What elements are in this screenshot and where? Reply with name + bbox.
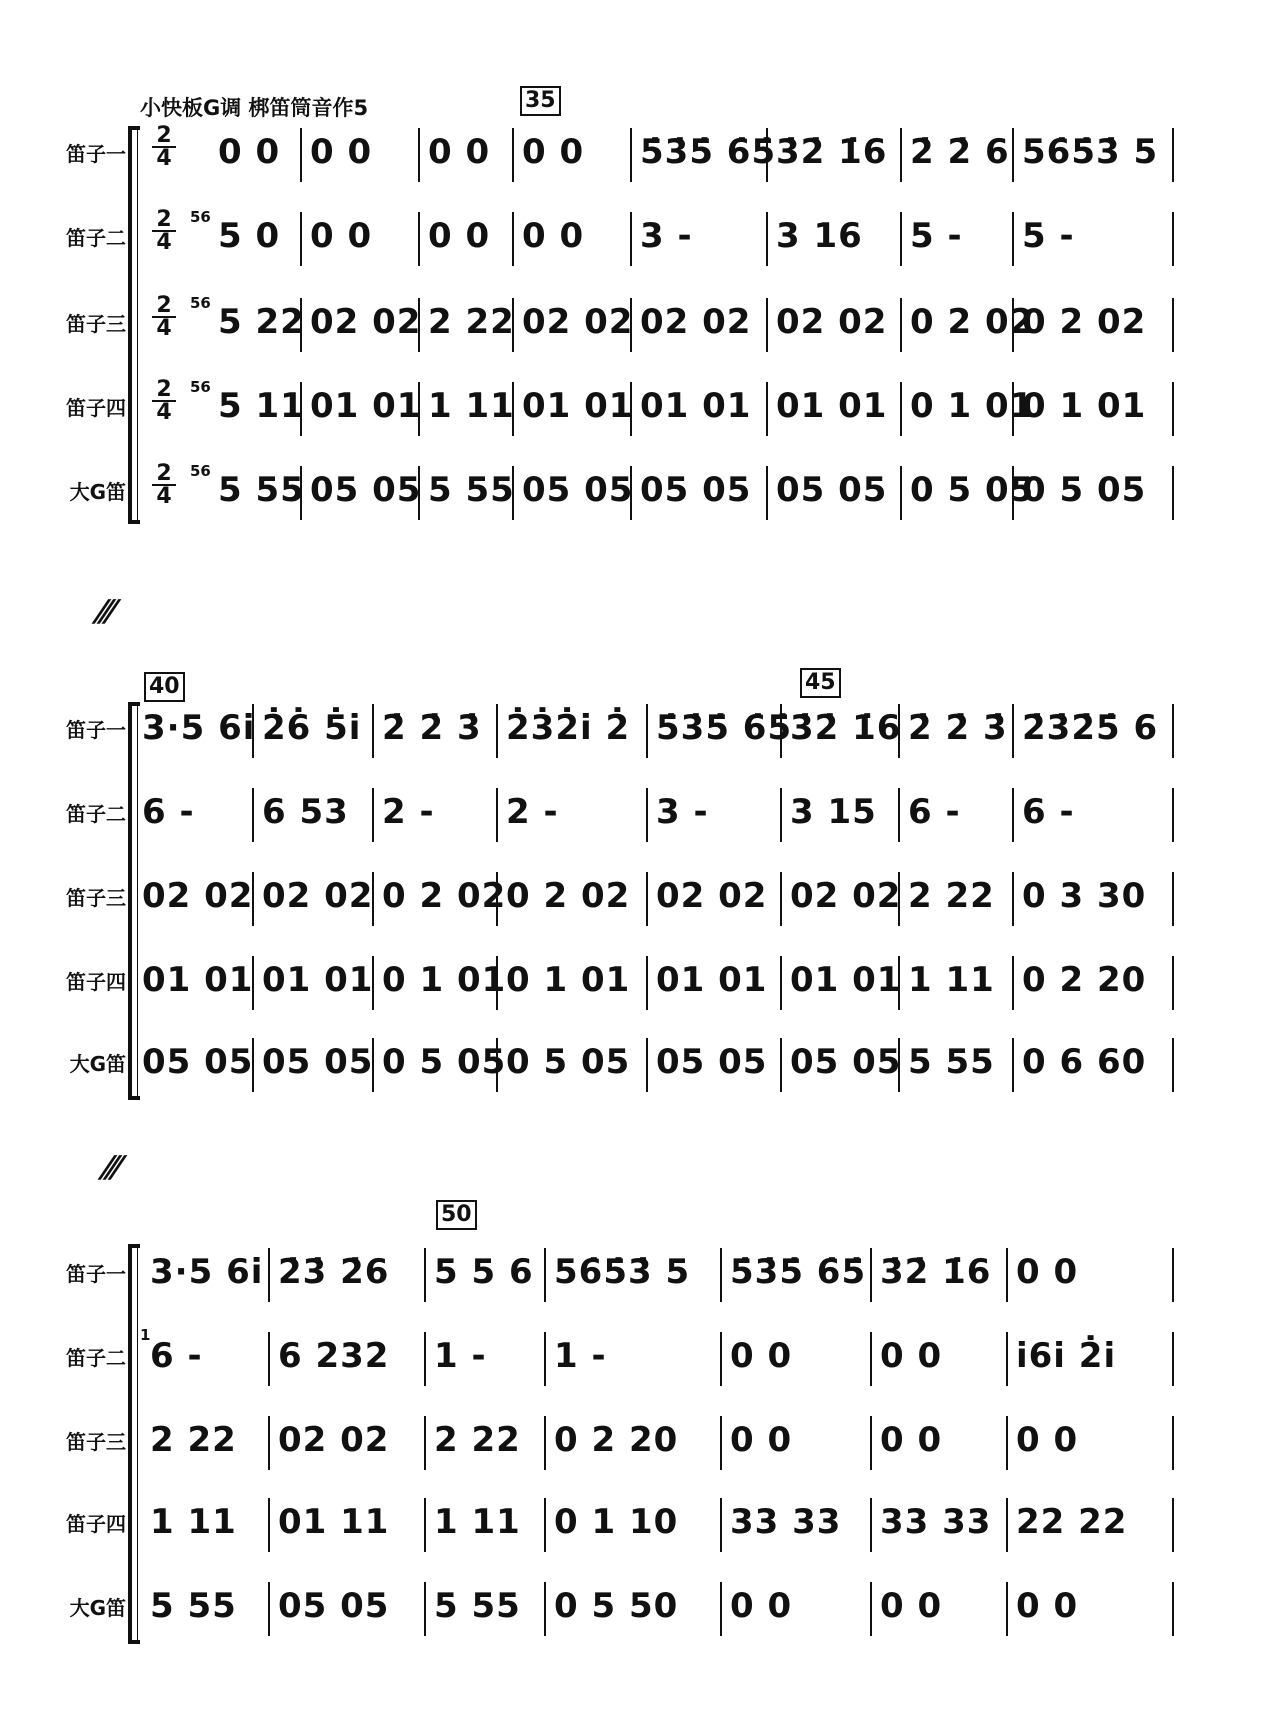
- measure: 3 16: [776, 216, 863, 256]
- measure: 5 55: [218, 470, 305, 510]
- measure: 5 55: [428, 470, 515, 510]
- measure: 0 0: [1016, 1252, 1079, 1292]
- bar-line: [424, 1332, 426, 1386]
- measure: 5 5 6: [434, 1252, 534, 1292]
- bar-line: [424, 1416, 426, 1470]
- instrument-label: 笛子二: [66, 1346, 126, 1370]
- measure: 0 0: [522, 216, 585, 256]
- measure: 2 22: [908, 876, 995, 916]
- bar-line: [424, 1248, 426, 1302]
- measure: 02 02: [262, 876, 374, 916]
- bar-line: [1172, 1332, 1174, 1386]
- rehearsal-mark-40: 40: [144, 672, 185, 702]
- time-signature-top: 2: [156, 123, 172, 148]
- measure: 6 -: [1022, 792, 1075, 832]
- measure: 02 02: [310, 302, 422, 342]
- measure: 5 -: [910, 216, 963, 256]
- measure: 1 -: [554, 1336, 607, 1376]
- measure: 0 0: [522, 132, 585, 172]
- time-signature-bottom: 4: [156, 316, 172, 341]
- measure: 0 2 20: [554, 1420, 679, 1460]
- measure: 01 01: [262, 960, 374, 1000]
- measure: 01 01: [142, 960, 254, 1000]
- measure: 02 02: [278, 1420, 390, 1460]
- measure: 2 22: [434, 1420, 521, 1460]
- measure: 0 0: [1016, 1420, 1079, 1460]
- instrument-label: 笛子三: [66, 1430, 126, 1454]
- measure: 2 -: [382, 792, 435, 832]
- time-signature-bottom: 4: [156, 400, 172, 425]
- grace-notes: 56: [190, 378, 211, 396]
- instrument-label: 大G笛: [69, 480, 126, 504]
- rehearsal-mark-45: 45: [800, 668, 841, 698]
- bar-line: [870, 1498, 872, 1552]
- measure: 0 0: [218, 132, 281, 172]
- instrument-label: 笛子一: [66, 718, 126, 742]
- bar-line: [544, 1498, 546, 1552]
- rehearsal-mark-35: 35: [520, 86, 561, 116]
- bar-line: [268, 1582, 270, 1636]
- measure: 2̇ 2̇ 3̇: [382, 708, 482, 748]
- measure: 01 01: [522, 386, 634, 426]
- measure: 0 5 05: [506, 1042, 631, 1082]
- measure: 02 02: [640, 302, 752, 342]
- bar-line: [268, 1498, 270, 1552]
- measure: 1 -: [434, 1336, 487, 1376]
- measure: 6 53: [262, 792, 349, 832]
- time-signature-bottom: 4: [156, 484, 172, 509]
- measure: 0 0: [730, 1336, 793, 1376]
- bar-line: [544, 1332, 546, 1386]
- measure: 3·5 6i: [150, 1252, 264, 1292]
- measure: 2̇ 2̇ 3̇: [908, 708, 1008, 748]
- measure: 0 0: [1016, 1586, 1079, 1626]
- bar-line: [544, 1248, 546, 1302]
- measure: 2̇3̇ 2̇6: [278, 1252, 390, 1292]
- measure: 1 11: [150, 1502, 237, 1542]
- bar-line: [1172, 1416, 1174, 1470]
- rehearsal-mark-50: 50: [436, 1200, 477, 1230]
- time-signature-top: 2: [156, 207, 172, 232]
- measure: 0 5 05: [1022, 470, 1147, 510]
- measure: 02 02: [656, 876, 768, 916]
- system-break-mark: ///: [95, 1150, 124, 1185]
- measure: 3̇2̇ 1̇6: [880, 1252, 992, 1292]
- measure: 05 05: [522, 470, 634, 510]
- measure: 2̇ 2̇ 6: [910, 132, 1010, 172]
- measure: 3 -: [640, 216, 693, 256]
- measure: 33 33: [730, 1502, 842, 1542]
- measure: 02 02: [142, 876, 254, 916]
- instrument-label: 笛子四: [66, 970, 126, 994]
- measure: 5 55: [908, 1042, 995, 1082]
- measure: 0 1 01: [1022, 386, 1147, 426]
- measure: 2̇3̇2̇i 2̇: [506, 708, 631, 748]
- measure: 1 11: [434, 1502, 521, 1542]
- measure: 5 55: [150, 1586, 237, 1626]
- instrument-label: 笛子三: [66, 312, 126, 336]
- measure: 05 05: [310, 470, 422, 510]
- measure: 0 0: [428, 132, 491, 172]
- grace-notes: 56: [190, 294, 211, 312]
- measure: 0 2 02: [506, 876, 631, 916]
- measure: 5 55: [434, 1586, 521, 1626]
- measure: 5 11: [218, 386, 305, 426]
- measure: 56̇5̇3̇ 5: [554, 1252, 691, 1292]
- measure: 5̇3̇5̇ 6̇5̇: [730, 1252, 867, 1292]
- measure: 6 232: [278, 1336, 390, 1376]
- measure: 0 5 05: [910, 470, 1035, 510]
- measure: 02 02: [790, 876, 902, 916]
- bar-line: [1006, 1416, 1008, 1470]
- system-bracket-inner: [137, 1248, 138, 1640]
- bar-line: [1172, 1248, 1174, 1302]
- measure: 0 2 02: [382, 876, 507, 916]
- measure: 0 5 50: [554, 1586, 679, 1626]
- measure: 0 0: [880, 1336, 943, 1376]
- time-signature-top: 2: [156, 461, 172, 486]
- bar-line: [544, 1416, 546, 1470]
- measure: 0 0: [880, 1586, 943, 1626]
- measure: 1 11: [908, 960, 995, 1000]
- grace-notes: 56: [190, 462, 211, 480]
- measure: 2̇6̇ 5̇i: [262, 708, 362, 748]
- measure: 0 2 02: [910, 302, 1035, 342]
- measure: 05 05: [656, 1042, 768, 1082]
- time-signature-bottom: 4: [156, 230, 172, 255]
- bar-line: [720, 1248, 722, 1302]
- measure: 56̇5̇3̇ 5: [1022, 132, 1159, 172]
- bar-line: [720, 1498, 722, 1552]
- bar-line: [870, 1416, 872, 1470]
- tempo-key-marking: 小快板G调 梆笛筒音作5: [140, 96, 369, 120]
- measure: 3̇2̇ 1̇6: [790, 708, 902, 748]
- measure: 6 -: [150, 1336, 203, 1376]
- measure: 0 0: [310, 216, 373, 256]
- measure: 5 -: [1022, 216, 1075, 256]
- measure: 5 22: [218, 302, 305, 342]
- measure: 0 5 05: [382, 1042, 507, 1082]
- measure: 0 1 01: [910, 386, 1035, 426]
- measure: 3̇2̇ 1̇6: [776, 132, 888, 172]
- measure: i6i 2̇i: [1016, 1336, 1117, 1376]
- measure: 01 01: [790, 960, 902, 1000]
- bar-line: [544, 1582, 546, 1636]
- measure: 05 05: [142, 1042, 254, 1082]
- measure: 1 11: [428, 386, 515, 426]
- measure: 01 01: [310, 386, 422, 426]
- measure: 5̇3̇5̇ 6̇5̇: [656, 708, 793, 748]
- grace-note-low: 1: [140, 1326, 151, 1344]
- measure: 0 1 10: [554, 1502, 679, 1542]
- measure: 0 6 60: [1022, 1042, 1147, 1082]
- measure: 3·5 6i: [142, 708, 256, 748]
- bar-line: [424, 1498, 426, 1552]
- measure: 6 -: [908, 792, 961, 832]
- bar-line: [1006, 1248, 1008, 1302]
- bar-line: [1172, 1582, 1174, 1636]
- measure: 01 11: [278, 1502, 390, 1542]
- bar-line: [1006, 1498, 1008, 1552]
- measure: 3 15: [790, 792, 877, 832]
- bar-line: [268, 1416, 270, 1470]
- bar-line: [720, 1582, 722, 1636]
- bar-line: [870, 1582, 872, 1636]
- time-signature-top: 2: [156, 377, 172, 402]
- bar-line: [1172, 1498, 1174, 1552]
- instrument-label: 笛子二: [66, 802, 126, 826]
- grace-notes: 56: [190, 208, 211, 226]
- instrument-label: 笛子一: [66, 142, 126, 166]
- measure: 3 -: [656, 792, 709, 832]
- bar-line: [870, 1248, 872, 1302]
- measure: 05 05: [776, 470, 888, 510]
- measure: 5̇3̇5̇ 6̇5̇: [640, 132, 777, 172]
- measure: 0 2 20: [1022, 960, 1147, 1000]
- measure: 0 0: [428, 216, 491, 256]
- measure: 05 05: [262, 1042, 374, 1082]
- bar-line: [1006, 1332, 1008, 1386]
- measure: 2 22: [150, 1420, 237, 1460]
- bar-line: [424, 1582, 426, 1636]
- bar-line: [720, 1416, 722, 1470]
- measure: 02 02: [776, 302, 888, 342]
- measure: 05 05: [278, 1586, 390, 1626]
- instrument-label: 笛子二: [66, 226, 126, 250]
- system-break-mark: ///: [89, 594, 118, 629]
- bar-line: [870, 1332, 872, 1386]
- measure: 01 01: [776, 386, 888, 426]
- measure: 0 0: [730, 1586, 793, 1626]
- time-signature-top: 2: [156, 293, 172, 318]
- instrument-label: 笛子四: [66, 1512, 126, 1536]
- measure: 22 22: [1016, 1502, 1128, 1542]
- measure: 0 1 01: [382, 960, 507, 1000]
- measure: 33 33: [880, 1502, 992, 1542]
- measure: 2 -: [506, 792, 559, 832]
- measure: 2 22: [428, 302, 515, 342]
- measure: 2̇3̇2̇5̇ 6: [1022, 708, 1159, 748]
- measure: 05 05: [640, 470, 752, 510]
- measure: 0 2 02: [1022, 302, 1147, 342]
- instrument-label: 笛子三: [66, 886, 126, 910]
- measure: 01 01: [640, 386, 752, 426]
- bar-line: [720, 1332, 722, 1386]
- instrument-label: 大G笛: [69, 1596, 126, 1620]
- measure: 01 01: [656, 960, 768, 1000]
- measure: 0 0: [730, 1420, 793, 1460]
- measure: 6 -: [142, 792, 195, 832]
- instrument-label: 笛子一: [66, 1262, 126, 1286]
- measure: 5 0: [218, 216, 281, 256]
- measure: 0 0: [310, 132, 373, 172]
- bar-line: [268, 1248, 270, 1302]
- measure: 0 0: [880, 1420, 943, 1460]
- time-signature-bottom: 4: [156, 146, 172, 171]
- bar-line: [1006, 1582, 1008, 1636]
- measure: 02 02: [522, 302, 634, 342]
- measure: 05 05: [790, 1042, 902, 1082]
- measure: 0 1 01: [506, 960, 631, 1000]
- instrument-label: 大G笛: [69, 1052, 126, 1076]
- measure: 0 3 30: [1022, 876, 1147, 916]
- bar-line: [268, 1332, 270, 1386]
- instrument-label: 笛子四: [66, 396, 126, 420]
